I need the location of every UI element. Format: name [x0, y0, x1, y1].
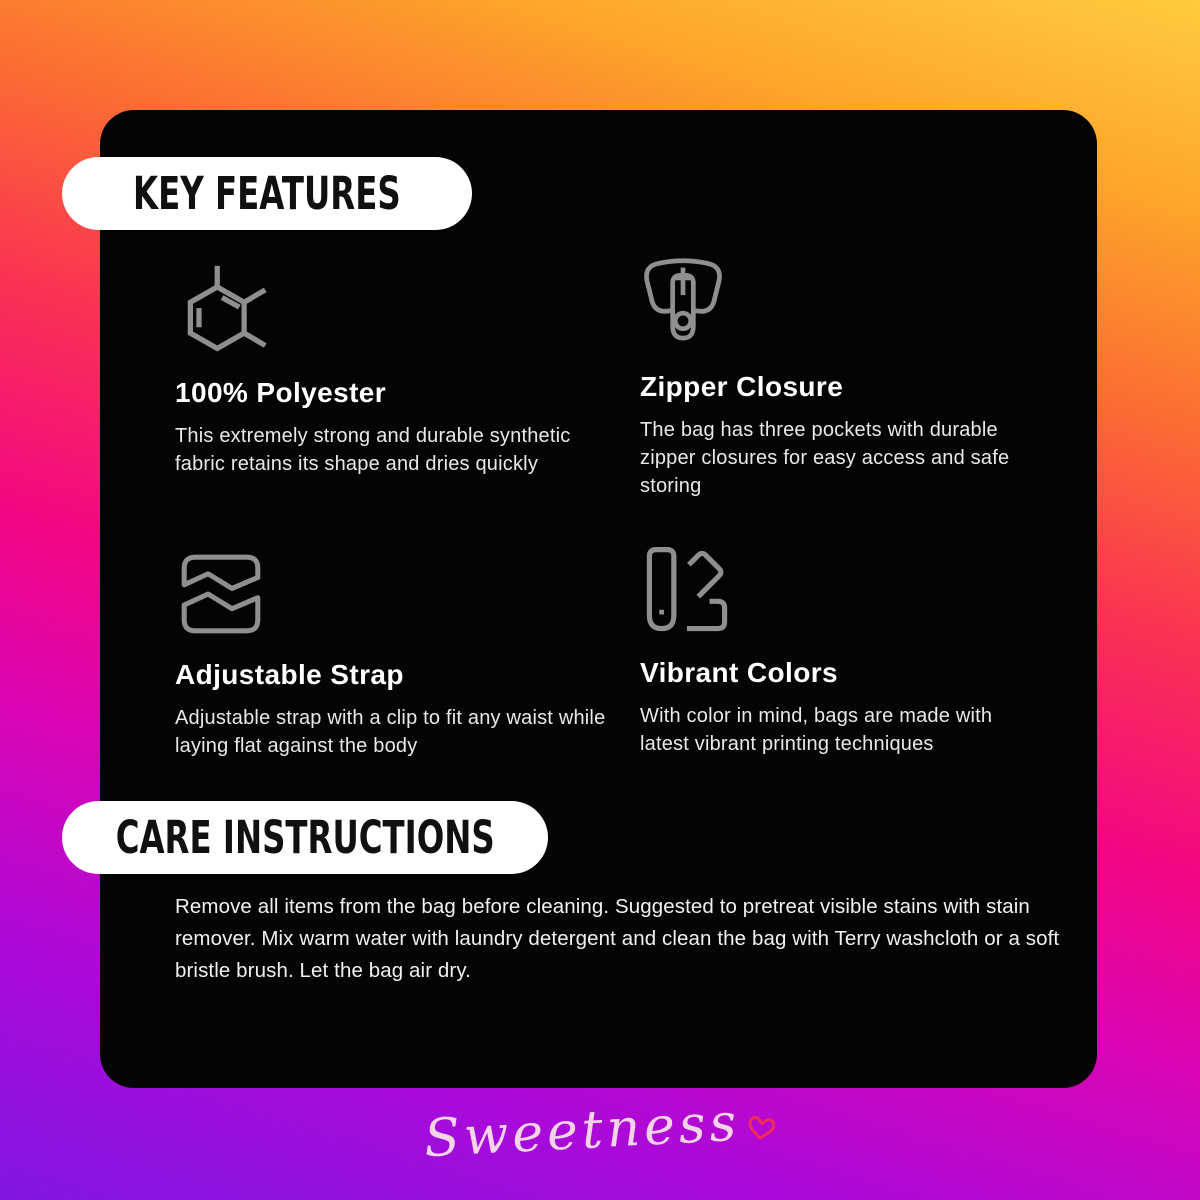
feature-icon-box — [175, 256, 625, 360]
feature-title: Zipper Closure — [640, 371, 844, 402]
feature-description: With color in mind, bags are made with latest vibrant printing techniques — [640, 705, 993, 755]
brand-name: Sweetness — [422, 1092, 742, 1170]
feature-description: This extremely strong and durable synthetic fabric retains its shape and dries quickly — [175, 425, 571, 475]
feature-zipper — [640, 250, 1040, 500]
molecule-icon — [175, 260, 271, 360]
feature-icon-box — [640, 536, 1040, 640]
folded-strap-icon — [175, 546, 267, 642]
feature-title: Adjustable Strap — [175, 659, 404, 690]
feature-description: Adjustable strap with a clip to fit any waist while laying flat against the body — [175, 707, 606, 757]
feature-title: 100% Polyester — [175, 377, 387, 408]
feature-colors — [640, 536, 1040, 758]
key-features-title: KEY FEATURES — [133, 167, 401, 220]
feature-strap — [175, 538, 625, 760]
feature-polyester — [175, 256, 625, 478]
feature-icon-box — [175, 538, 625, 642]
brand-logo-inner — [423, 1091, 778, 1169]
care-instructions-text: Remove all items from the bag before cleaning. Suggested to pretreat visible stains with stain remover. Mix warm water with laundry detergent and clean the bag with Terry washcloth or a soft bristle brush. Let the bag air dry. — [175, 895, 1060, 982]
brand-logo — [0, 1092, 1200, 1170]
feature-icon-box — [640, 250, 1040, 354]
color-swatches-icon — [640, 542, 734, 640]
care-instructions-title: CARE INSTRUCTIONS — [115, 811, 495, 864]
feature-title: Vibrant Colors — [640, 657, 839, 688]
heart-icon — [744, 1112, 778, 1144]
feature-description: The bag has three pockets with durable zipper closures for easy access and safe storing — [640, 419, 1010, 497]
care-instructions-header — [62, 801, 548, 874]
zipper-pull-icon — [640, 250, 726, 354]
key-features-header — [62, 157, 472, 230]
